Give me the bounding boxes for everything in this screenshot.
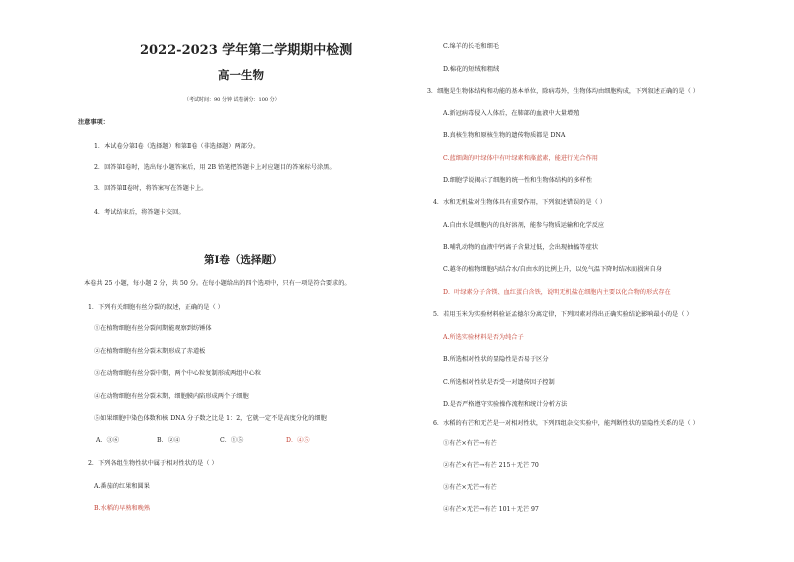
section-instruction: 本卷共 25 小题，每小题 2 分，共 50 分。在每小题给出的四个选项中，只有一项是符合要求的。 [84, 280, 351, 287]
q1-statement-1: ①在植物细胞有丝分裂间期能观察到纺锤体 [94, 325, 212, 332]
page-title: 2022-2023 学年第二学期期中检测 [140, 43, 353, 58]
q2-option-c: C.绵羊的长毛和细毛 [443, 43, 499, 50]
q6-item-4: ④有芒×无芒→有芒 101＋无芒 97 [443, 506, 539, 513]
notice-item-2: 2．回答第Ⅰ卷时，选出每小题答案后，用 2B 铅笔把答题卡上对应题目的答案标号涂黑。 [94, 164, 336, 171]
q1-option-d: D．④⑤ [286, 437, 310, 444]
q6-item-2: ②有芒×有芒→有芒 215＋无芒 70 [443, 462, 539, 469]
q6-item-3: ③有芒×无芒→有芒 [443, 484, 497, 491]
q1-option-b: B．②④ [157, 437, 181, 444]
q5-option-b: B.所选相对性状的显隐性是否易于区分 [443, 356, 549, 363]
q6-item-1: ①有芒×有芒→有芒 [443, 440, 497, 447]
q2-option-b: B.水稻的早熟和晚熟 [94, 505, 151, 512]
q3-stem: 3．细胞是生物体结构和功能的基本单位，除病毒外，生物体均由细胞构成，下列叙述正确的是（ ） [427, 88, 699, 95]
q2-option-a: A.番茄的红果和圆果 [94, 483, 150, 490]
q6-stem: 6．水稻的有芒和无芒是一对相对性状，下列四组杂交实验中，能判断性状的显隐性关系的是（ ） [433, 420, 699, 427]
q5-stem: 5．若用玉米为实验材料验证孟德尔分离定律，下列因素对得出正确实验结论影响最小的是（ ） [433, 311, 693, 318]
q4-stem: 4．水和无机盐对生物体具有重要作用，下列叙述错误的是（ ） [433, 199, 606, 206]
q1-stem: 1．下列有关细胞有丝分裂的叙述，正确的是（ ） [88, 304, 224, 311]
q5-option-d: D.是否严格遵守实验操作流程和统计分析方法 [443, 401, 568, 408]
q3-option-b: B.真核生物和原核生物的遗传物质都是 DNA [443, 132, 566, 139]
q1-statement-5: ⑤如果细胞中染色体数和核 DNA 分子数之比是 1：2，它就一定不是高度分化的细胞 [94, 415, 327, 422]
q4-option-c: C.越冬的植物细胞内结合水/自由水的比例上升，以免气温下降时结冰而损害自身 [443, 266, 662, 273]
q1-statement-4: ④在动物细胞有丝分裂末期，细胞膜内陷形成两个子细胞 [94, 393, 249, 400]
notice-item-1: 1．本试卷分第Ⅰ卷（选择题）和第Ⅱ卷（非选择题）两部分。 [94, 143, 260, 150]
q1-option-c: C．①⑤ [220, 437, 244, 444]
q5-option-a: A.所选实验材料是否为纯合子 [443, 334, 524, 341]
q2-option-d: D.棉花的短绒和粗绒 [443, 66, 500, 73]
q4-option-d: D．叶绿素分子含镁、血红蛋白含铁，说明无机盐在细胞内主要以化合物的形式存在 [443, 289, 671, 296]
right-column [425, 0, 770, 562]
q4-option-a: A.自由水是细胞内的良好溶剂，能参与物质运输和化学反应 [443, 222, 605, 229]
q1-statement-3: ③在动物细胞有丝分裂中期，两个中心粒复制形成两组中心粒 [94, 370, 262, 377]
q5-option-c: C.所选相对性状是否受一对遗传因子控制 [443, 379, 555, 386]
notice-item-3: 3．回答第Ⅱ卷时，将答案写在答题卡上。 [94, 185, 208, 192]
q3-option-a: A.新冠病毒侵入人体后，在肺部的血液中大量增殖 [443, 110, 580, 117]
q3-option-d: D.细胞学说揭示了细胞的统一性和生物体结构的多样性 [443, 177, 593, 184]
left-column [72, 0, 402, 562]
notice-item-4: 4．考试结束后，将答题卡交回。 [94, 209, 185, 216]
exam-info: （考试时间：90 分钟 试卷满分：100 分） [184, 97, 280, 103]
section-title: 第Ⅰ卷（选择题） [204, 254, 283, 266]
q3-option-c: C.蓝细菌的叶绿体中有叶绿素和藻蓝素，能进行光合作用 [443, 155, 598, 162]
q4-option-b: B.哺乳动物的血液中钙离子含量过低，会出现抽搐等症状 [443, 244, 599, 251]
q2-stem: 2．下列各组生物性状中属于相对性状的是（ ） [88, 460, 218, 467]
q1-statement-2: ②在植物细胞有丝分裂末期形成了赤道板 [94, 348, 206, 355]
notice-heading: 注意事项： [78, 119, 109, 126]
q1-option-a: A．③⑥ [96, 437, 120, 444]
page-subtitle: 高一生物 [218, 68, 264, 82]
